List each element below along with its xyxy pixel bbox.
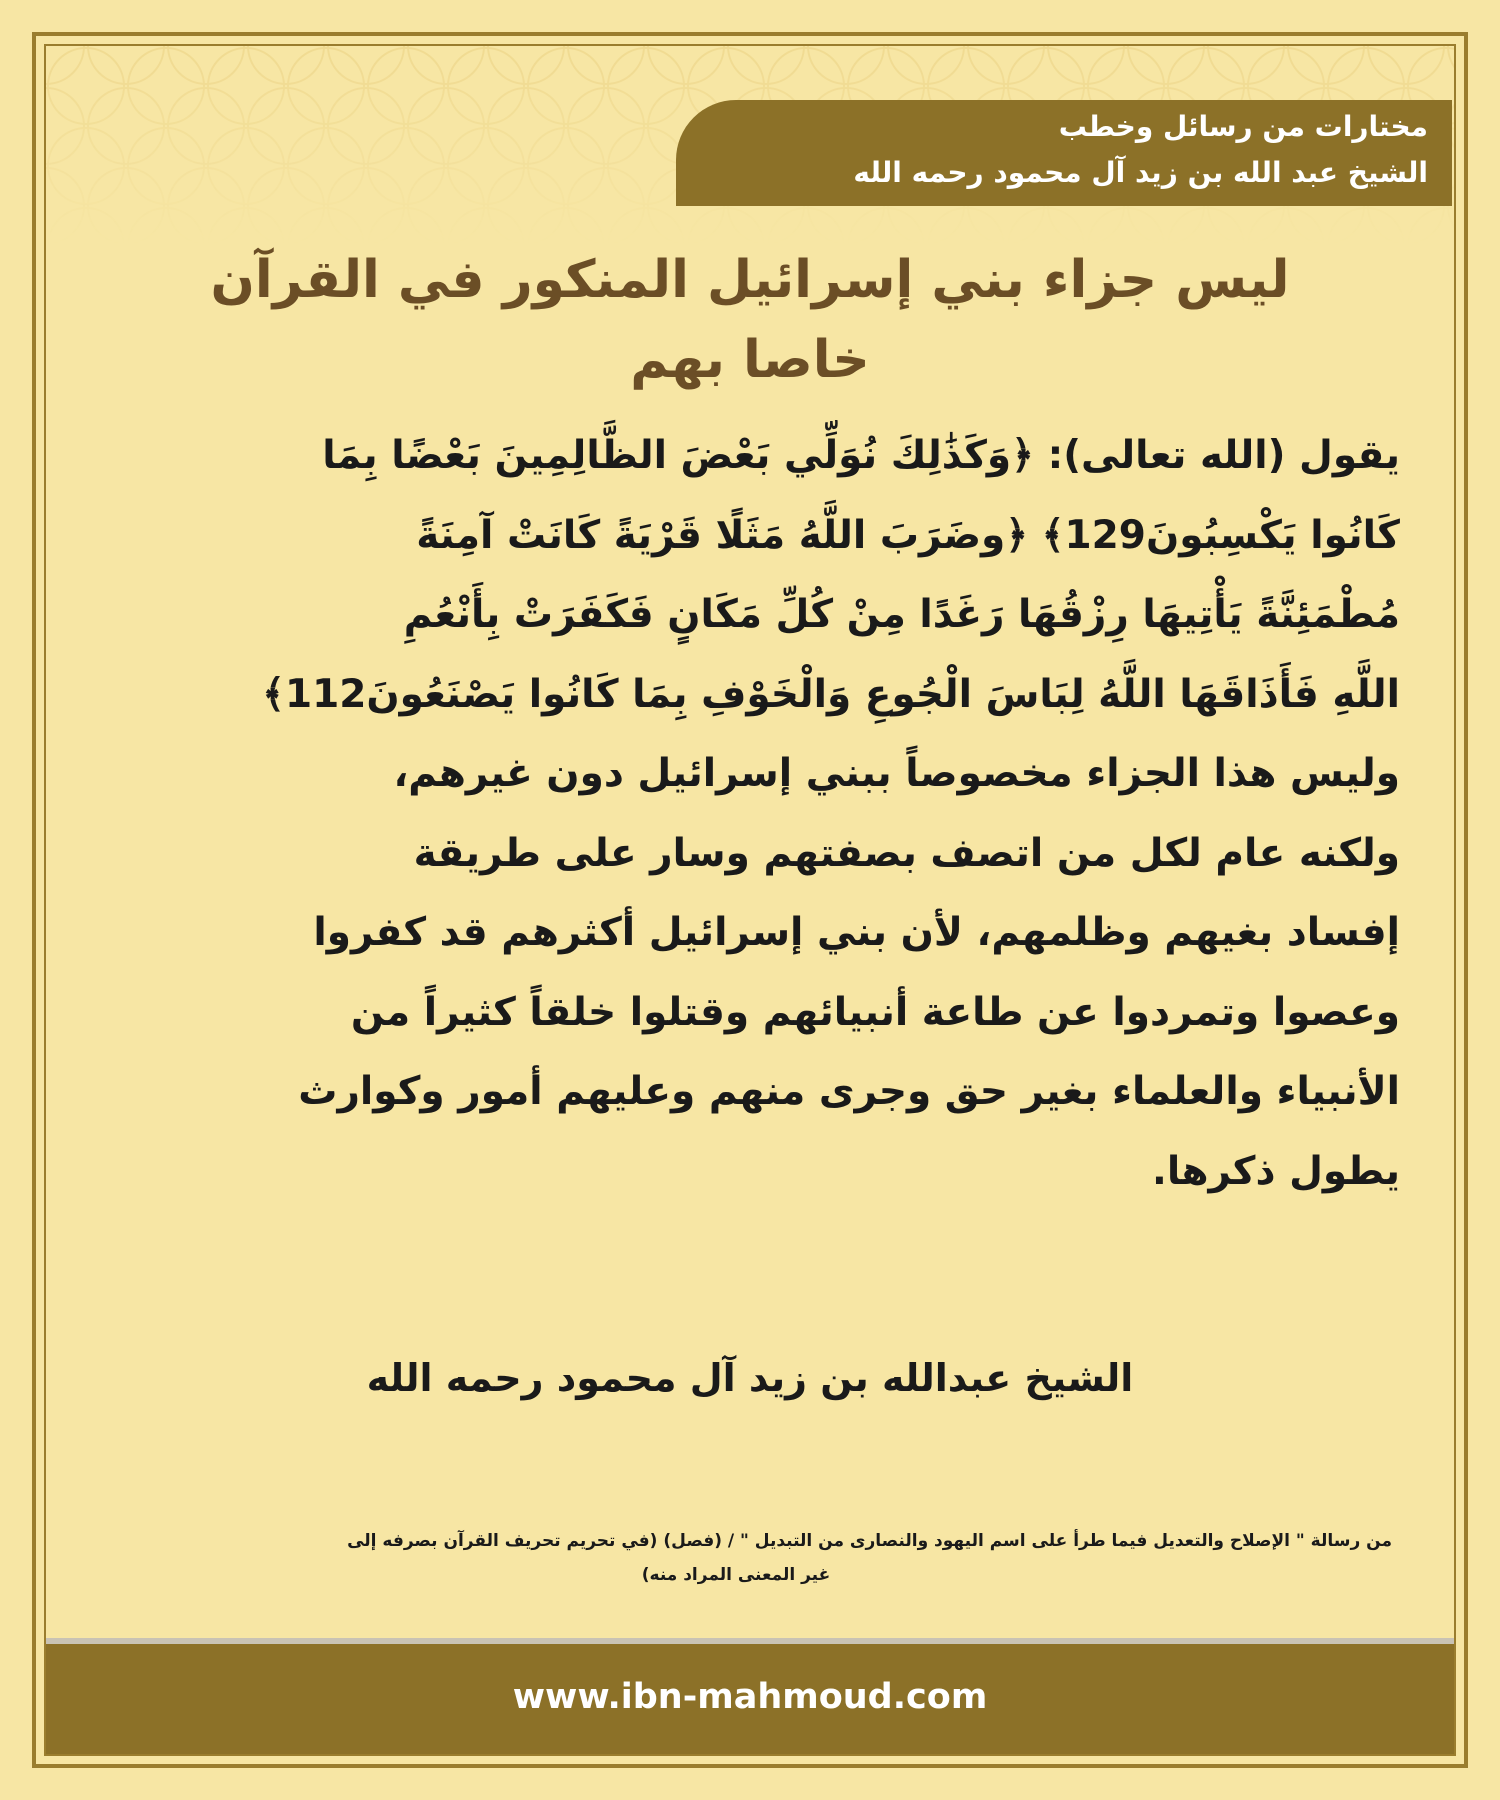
header-author-name: الشيخ عبد الله بن زيد آل محمود رحمه الله — [853, 156, 1428, 189]
body-line: كَانُوا يَكْسِبُونَ129﴾ ﴿وضَرَبَ اللَّهُ مَثَلًا قَرْيَةً كَانَتْ آمِنَةً — [416, 512, 1400, 558]
source-line-2: غير المعنى المراد منه) — [641, 1565, 831, 1585]
title-line-2: خاصا بهم — [630, 330, 870, 390]
body-line: وعصوا وتمردوا عن طاعة أنبيائهم وقتلوا خلقاً كثيراً من — [350, 989, 1400, 1035]
author-signature: الشيخ عبدالله بن زيد آل محمود رحمه الله — [366, 1356, 1134, 1400]
body-line: مُطْمَئِنَّةً يَأْتِيهَا رِزْقُهَا رَغَدًا مِنْ كُلِّ مَكَانٍ فَكَفَرَتْ بِأَنْعُمِ — [403, 592, 1400, 637]
body-line: ولكنه عام لكل من اتصف بصفتهم وسار على طريقة — [413, 830, 1400, 876]
source-citation — [80, 1524, 1392, 1592]
footer-bar — [46, 1638, 1454, 1754]
body-line: إفساد بغيهم وظلمهم، لأن بني إسرائيل أكثرهم قد كفروا — [313, 910, 1400, 955]
page-title — [120, 240, 1380, 400]
article-body — [120, 416, 1400, 1211]
body-line: يطول ذكرها. — [1152, 1148, 1400, 1194]
header-series-title: مختارات من رسائل وخطب — [1058, 110, 1428, 143]
header-banner — [676, 100, 1452, 206]
source-line-1: من رسالة " الإصلاح والتعديل فيما طرأ على اسم اليهود والنصارى من التبديل " / (فصل) (في تحريم تحريف القرآن بصرفه إلى — [347, 1531, 1392, 1551]
title-line-1: ليس جزاء بني إسرائيل المنكور في القرآن — [210, 250, 1290, 310]
body-line: وليس هذا الجزاء مخصوصاً ببني إسرائيل دون غيرهم، — [393, 751, 1400, 796]
website-url: www.ibn-mahmoud.com — [512, 1677, 988, 1717]
body-line: الأنبياء والعلماء بغير حق وجرى منهم وعليهم أمور وكوارث — [298, 1069, 1400, 1114]
body-line: يقول (الله تعالى): ﴿وَكَذَٰلِكَ نُوَلِّي بَعْضَ الظَّالِمِينَ بَعْضًا بِمَا — [322, 433, 1400, 478]
body-line: اللَّهِ فَأَذَاقَهَا اللَّهُ لِبَاسَ الْجُوعِ وَالْخَوْفِ بِمَا كَانُوا يَصْنَعُونَ112﴾ — [262, 671, 1400, 717]
